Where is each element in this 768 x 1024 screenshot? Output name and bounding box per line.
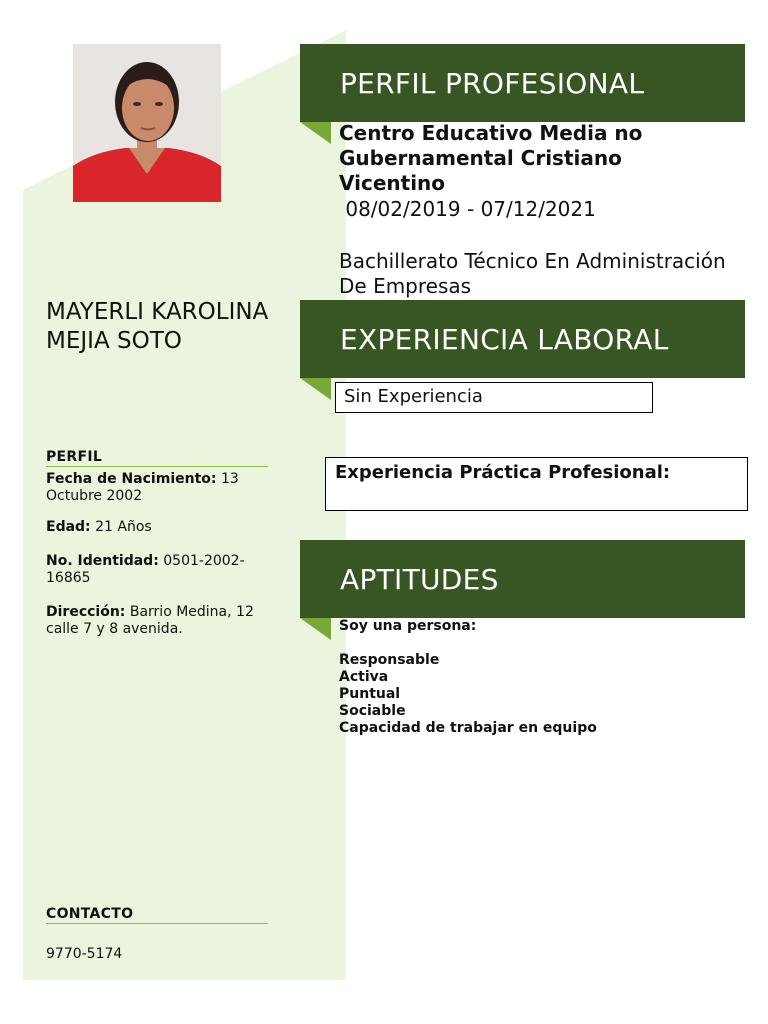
age-value: 21 Años — [90, 519, 152, 535]
full-name: MAYERLI KAROLINA MEJIA SOTO — [46, 299, 269, 354]
id-number-label: No. Identidad: — [46, 553, 159, 569]
age-label: Edad: — [46, 519, 91, 535]
perfil-heading: PERFIL — [46, 449, 268, 467]
list-item: Sociable — [339, 703, 406, 719]
address-field — [46, 604, 271, 638]
aptitudes-banner — [300, 540, 745, 618]
education-school: Centro Educativo Media no Gubernamental Cristiano Vicentino — [339, 121, 643, 195]
experiencia-laboral-banner — [300, 300, 745, 378]
aptitudes-list — [339, 618, 597, 737]
education-dates: 08/02/2019 - 07/12/2021 — [339, 197, 596, 221]
birthdate-value: 13 Octubre 2002 — [46, 471, 239, 504]
education-degree: Bachillerato Técnico En Administración De Empresas — [339, 249, 726, 298]
practical-experience-box: Experiencia Práctica Profesional: — [325, 457, 748, 511]
experiencia-laboral-title: EXPERIENCIA LABORAL — [340, 322, 669, 356]
experience-box: Sin Experiencia — [335, 382, 653, 413]
profile-photo — [73, 44, 221, 202]
perfil-profesional-banner — [300, 44, 745, 122]
aptitudes-intro: Soy una persona: — [339, 618, 477, 634]
perfil-profesional-title: PERFIL PROFESIONAL — [340, 66, 645, 100]
age-field — [46, 519, 271, 536]
banner-fold-icon — [300, 122, 331, 144]
aptitudes-title: APTITUDES — [340, 562, 499, 596]
list-item: Responsable — [339, 652, 440, 668]
birthdate-field — [46, 471, 271, 505]
id-number-value: 0501-2002-16865 — [46, 553, 245, 586]
list-item: Puntual — [339, 686, 401, 702]
phone-number: 9770-5174 — [46, 946, 123, 962]
contacto-heading: CONTACTO — [46, 906, 268, 924]
person-photo-icon — [73, 44, 221, 202]
banner-fold-icon — [300, 378, 331, 400]
banner-fold-icon — [300, 618, 331, 640]
list-item: Capacidad de trabajar en equipo — [339, 720, 597, 736]
list-item: Activa — [339, 669, 389, 685]
address-label: Dirección: — [46, 604, 126, 620]
address-value: Barrio Medina, 12 calle 7 y 8 avenida. — [46, 604, 254, 637]
birthdate-label: Fecha de Nacimiento: — [46, 471, 217, 487]
id-number-field — [46, 553, 271, 587]
